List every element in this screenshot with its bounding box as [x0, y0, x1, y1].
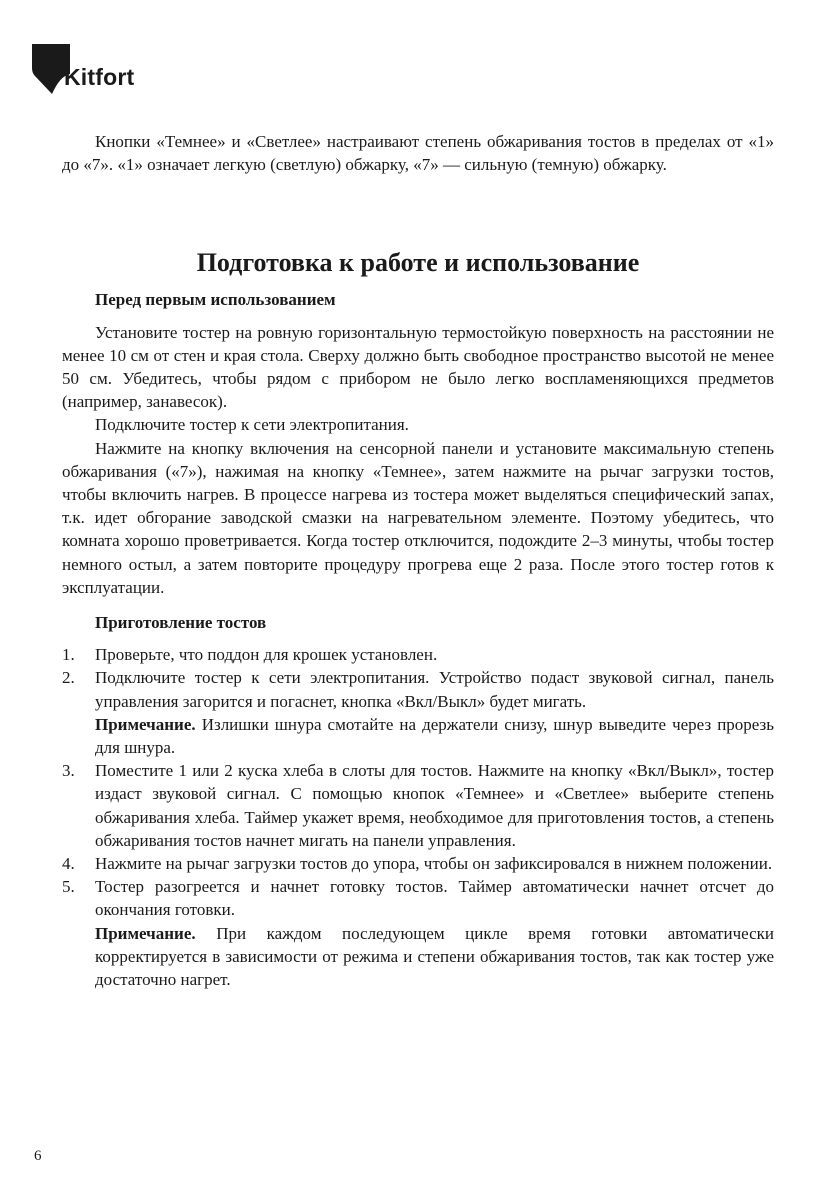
step-text: Подключите тостер к сети электропитания. Устройство подаст звуковой сигнал, панель управления загорится и погаснет, кнопка «Вкл/Выкл» будет мигать. — [95, 668, 774, 711]
step-note — [95, 713, 774, 759]
step-note — [95, 922, 774, 992]
note-text: При каждом последующем цикле время готовки автоматически корректируется в зависимости от режима и степени обжаривания тостов, так как тостер уже достаточно нагрет. — [95, 923, 774, 990]
section-title: Подготовка к работе и использование — [196, 248, 640, 278]
list-item — [62, 666, 774, 759]
page-content — [62, 130, 774, 991]
note-label: Примечание. — [95, 714, 196, 734]
paragraph: Установите тостер на ровную горизонтальную термостойкую поверхность на расстоянии не менее 10 см от стен и края стола. Сверху должно быть свободное пространство высотой не менее 50 см. Убедитесь, чтобы рядом с прибором не было легко воспламеняющихся предметов (например, занавесок). — [62, 322, 774, 412]
list-item — [62, 643, 774, 666]
brand-name: Kitfort — [64, 64, 135, 90]
step-number: 3. — [62, 761, 75, 781]
paragraph: Подключите тостер к сети электропитания. — [95, 415, 409, 435]
brand-logo — [32, 44, 182, 96]
paragraph: Нажмите на кнопку включения на сенсорной панели и установите максимальную степень обжаривания («7»), нажимая на кнопку «Темнее», затем нажмите на рычаг загрузки тостов, чтобы включить нагрев. В процессе нагрева из тостера может выделяться специфический запах, т.к. идет обгорание заводской смазки на нагревательном элементе. Поэтому убедитесь, что комната хорошо проветривается. Когда тостер отключится, подождите 2–3 минуты, чтобы тостер немного остыл, а затем повторите процедуру прогрева еще 2 раза. После этого тостер готов к эксплуатации. — [62, 438, 774, 597]
note-label: Примечание. — [95, 923, 196, 943]
step-text: Поместите 1 или 2 куска хлеба в слоты для тостов. Нажмите на кнопку «Вкл/Выкл», тостер издаст звуковой сигнал. С помощью кнопок «Темнее» и «Светлее» выберите степень обжаривания хлеба. Таймер укажет время, необходимое для приготовления тостов, а степень обжаривания тостов начнет мигать на панели управления. — [95, 761, 774, 850]
intro-paragraph: Кнопки «Темнее» и «Светлее» настраивают степень обжаривания тостов в пределах от «1» до «7». «1» означает легкую (светлую) обжарку, «7» — сильную (темную) обжарку. — [62, 132, 774, 175]
steps-list — [62, 643, 774, 991]
step-number: 5. — [62, 877, 75, 897]
list-item — [62, 852, 774, 875]
note-text: Излишки шнура смотайте на держатели снизу, шнур выведите через прорезь для шнура. — [95, 714, 775, 758]
step-text: Проверьте, что поддон для крошек установлен. — [95, 645, 438, 665]
step-text: Нажмите на рычаг загрузки тостов до упора, чтобы он зафиксировался в нижнем положении. — [95, 854, 773, 874]
step-number: 4. — [62, 854, 75, 874]
heading-before-first-use: Перед первым использованием — [95, 290, 336, 310]
list-item — [62, 875, 774, 991]
heading-toast-preparation: Приготовление тостов — [95, 613, 267, 633]
before-first-use-body — [62, 321, 774, 599]
step-number: 1. — [62, 645, 75, 665]
list-item — [62, 759, 774, 852]
page-number: 6 — [34, 1148, 42, 1164]
step-number: 2. — [62, 668, 75, 688]
step-text: Тостер разогреется и начнет готовку тостов. Таймер автоматически начнет отсчет до окончания готовки. — [95, 877, 774, 920]
